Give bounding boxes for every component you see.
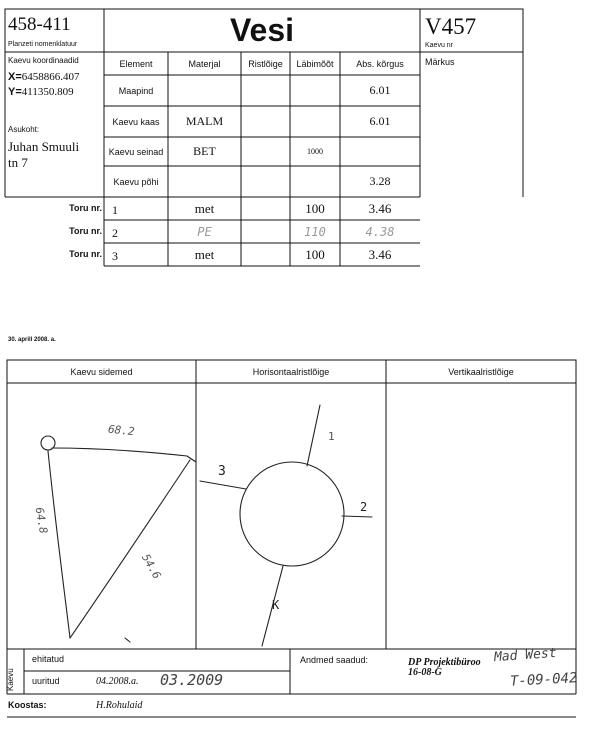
row-material: MALM: [185, 114, 224, 128]
pipe-line-2: [342, 516, 372, 517]
row-material: BET: [193, 144, 216, 158]
compiled-label: Koostas:: [8, 700, 47, 710]
data-from-label: Andmed saadud:: [300, 655, 369, 665]
panel-title-horizontal: Horisontaalristlõige: [252, 366, 330, 377]
x-coordinate-label: X=: [8, 71, 22, 83]
panel-title-vertical: Vertikaalristlõige: [448, 366, 514, 377]
pipe-number-3: 3: [218, 464, 226, 479]
measured-date-typed: 04.2008.a.: [96, 676, 139, 687]
col-header-cross-section: Ristlõige: [248, 58, 283, 69]
location-line2: tn 7: [8, 155, 28, 170]
panel-title-ties: Kaevu sidemed: [70, 366, 133, 377]
tie-label-top: 68.2: [107, 422, 136, 439]
well-id-label: Kaevu nr: [425, 42, 454, 49]
pipe-height: 3.46: [368, 200, 392, 216]
sheet-code: 458-411: [8, 14, 71, 35]
row-height: 6.01: [369, 83, 391, 97]
row-element: Kaevu põhi: [113, 176, 159, 187]
row-height: 3.28: [369, 174, 391, 188]
coords-label: Kaevu koordinaadid: [8, 56, 79, 65]
built-label: ehitatud: [32, 654, 65, 664]
pipe-number: 2: [112, 226, 118, 240]
well-circle: [240, 462, 344, 566]
data-from-value2: 16-08-G: [408, 667, 442, 678]
tie-line-corner: [187, 456, 196, 462]
pipe-label: Toru nr.: [69, 249, 102, 259]
row-height: 6.01: [369, 114, 391, 128]
row-element: Maapind: [118, 85, 154, 96]
row-diameter: 1000: [307, 147, 323, 156]
pipe-diameter: 100: [305, 246, 325, 262]
pipe-mark: K: [272, 598, 280, 612]
tie-label-left: 64.8: [32, 506, 50, 535]
data-from-value1: DP Projektibüroo: [408, 657, 481, 668]
handwritten-note2: T-09-042: [509, 670, 578, 690]
location-line1: Juhan Smuuli: [8, 139, 80, 154]
tie-tick: [125, 638, 130, 642]
tie-line-left: [48, 451, 70, 638]
measured-date-handwritten: 03.2009: [160, 671, 224, 689]
pipe-material: met: [194, 200, 215, 216]
pipe-label: Toru nr.: [69, 226, 102, 236]
tie-label-diagonal: 54.6: [138, 551, 164, 582]
y-coordinate-value: 411350.809: [21, 86, 74, 98]
measured-label: uuritud: [32, 676, 60, 686]
well-id: V457: [425, 14, 477, 39]
location-label: Asukoht:: [8, 125, 40, 134]
pipe-line-1: [307, 405, 320, 466]
x-coordinate-value: 6458866.407: [21, 71, 80, 83]
col-header-height: Abs. kõrgus: [356, 58, 404, 69]
col-header-remarks: Märkus: [425, 57, 455, 67]
page-title-text: Vesi: [229, 12, 295, 48]
pipe-label: Toru nr.: [69, 203, 102, 213]
col-header-diameter: Läbimõõt: [296, 58, 334, 69]
col-header-element: Element: [119, 58, 153, 69]
pipe-number-1: 1: [328, 430, 335, 443]
pipe-number-2: 2: [360, 500, 368, 514]
y-coordinate-label: Y=: [8, 86, 22, 98]
sheet-code-label: Planzeti nomenklatuur: [8, 41, 78, 48]
col-header-material: Materjal: [188, 58, 221, 69]
pipe-number: 1: [112, 203, 118, 217]
handwritten-note1: Mad West: [493, 645, 558, 666]
pipe-height: 3.46: [368, 246, 392, 262]
pipe-material: met: [194, 246, 215, 262]
compiled-value: H.Rohulaid: [96, 700, 143, 711]
row-element: Kaevu kaas: [112, 116, 160, 127]
row-element: Kaevu seinad: [108, 146, 164, 157]
pipe-height: 4.38: [365, 224, 395, 239]
tie-line-top: [52, 448, 187, 456]
pipe-material: PE: [197, 224, 212, 239]
footer-side-label-text: Kaevu: [6, 668, 15, 691]
pipe-diameter: 100: [305, 200, 325, 216]
tie-line-diagonal: [70, 460, 190, 638]
document-date: 30. aprill 2008. a.: [8, 337, 56, 343]
pipe-diameter: 110: [304, 224, 326, 239]
pipe-number: 3: [112, 249, 118, 263]
pipe-line-3: [200, 481, 246, 489]
